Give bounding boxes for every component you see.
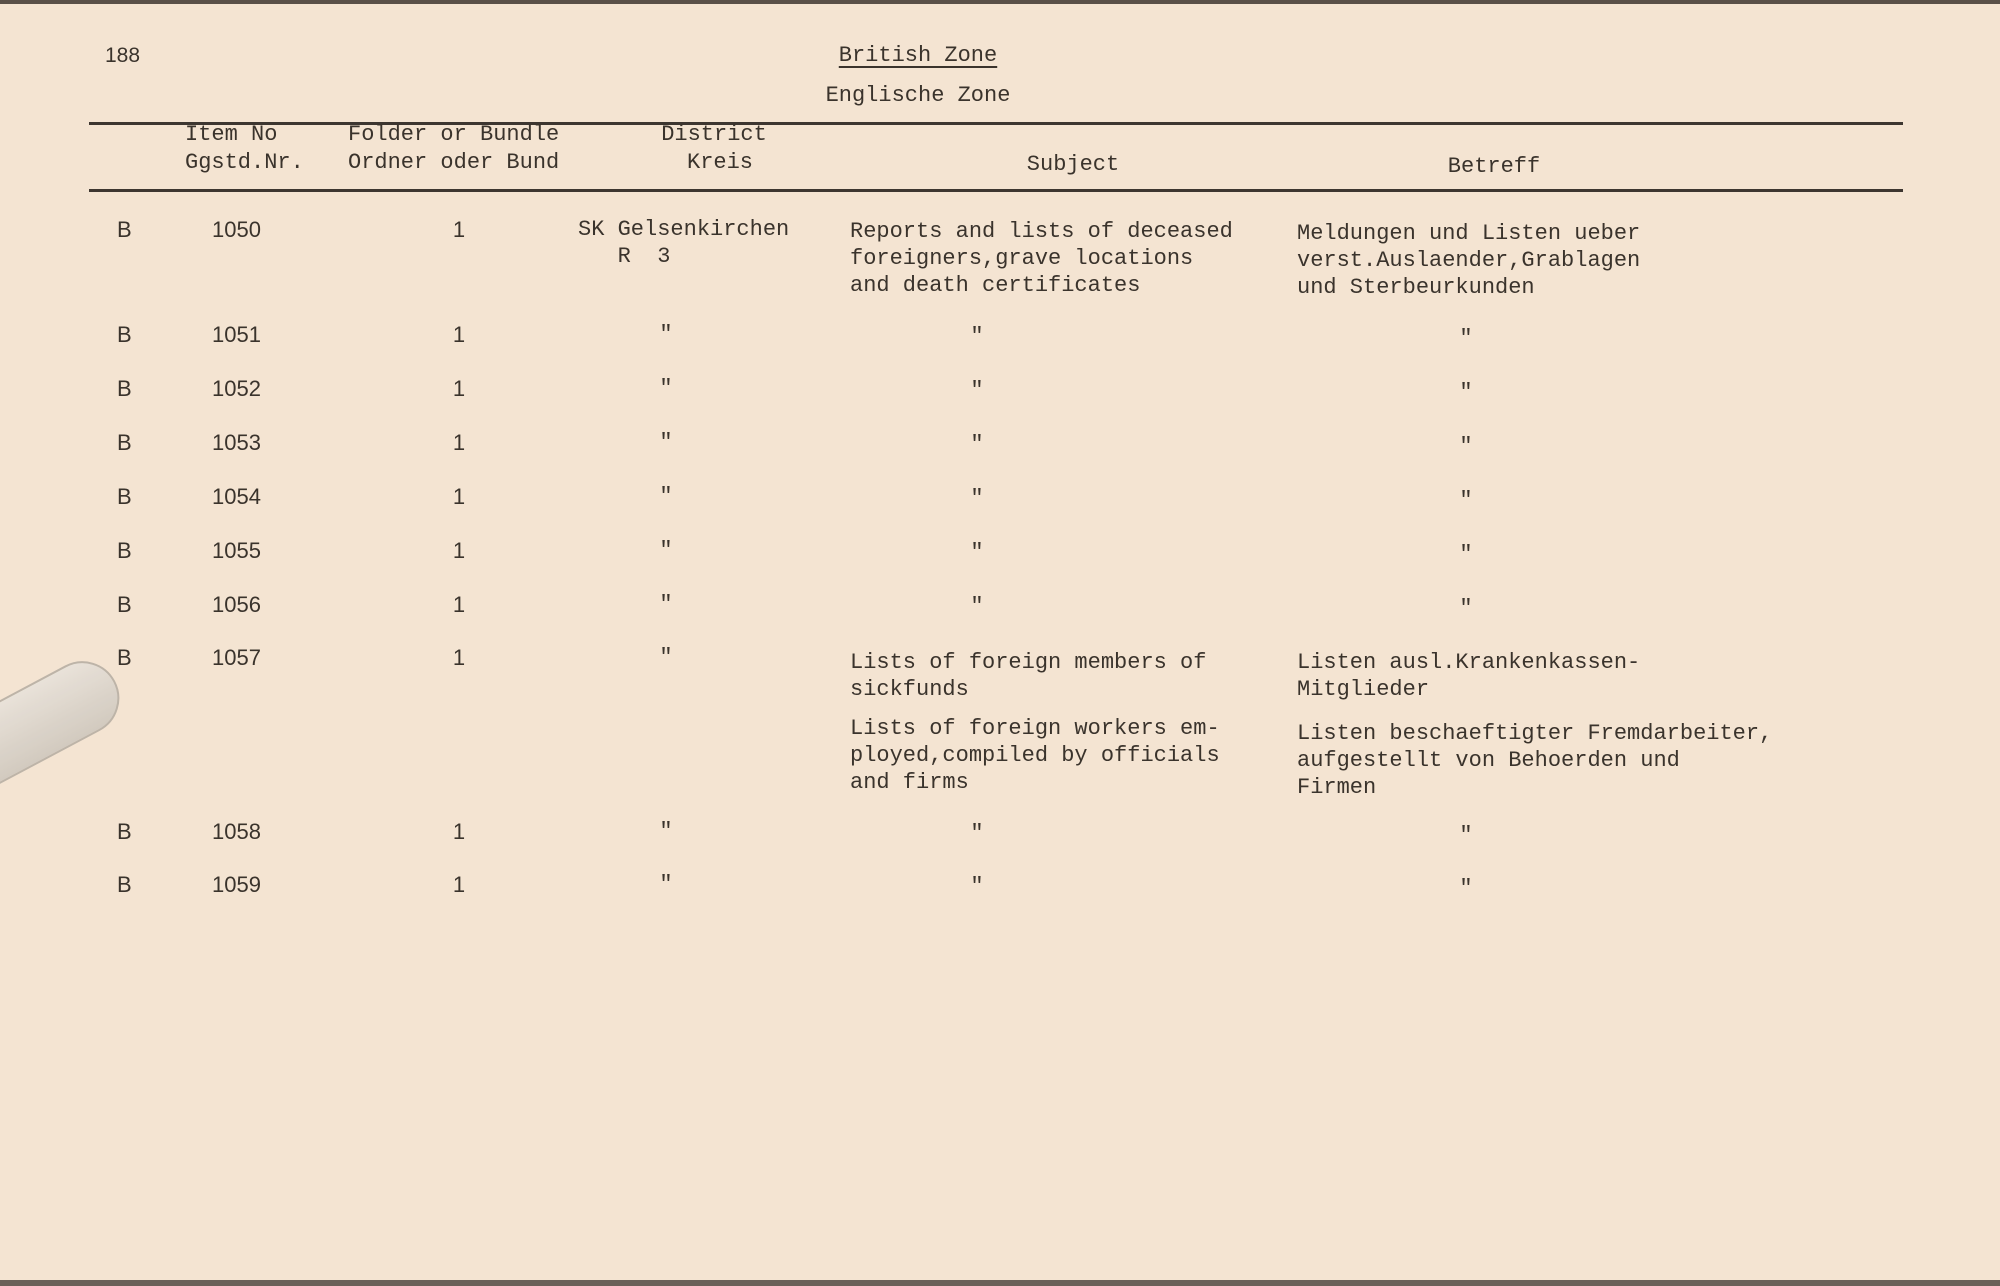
row-district: " [659,376,673,401]
page-subtitle: Englische Zone [825,83,1011,108]
row-folder: 1 [452,538,466,563]
row-subject: " [970,432,984,457]
row-folder: 1 [452,217,466,242]
scan-bottom-edge [0,1280,2000,1286]
row-folder: 1 [452,322,466,347]
row-folder: 1 [452,872,466,897]
row-subject: " [970,378,984,403]
row-betreff: " [1459,380,1473,405]
page-number: 188 [105,44,141,67]
row-subject2: Lists of foreign workers em- ployed,compiled by officials and firms [850,716,1220,795]
row-zone: B [117,376,132,401]
row-item: 1050 [212,217,261,242]
row-betreff: " [1459,823,1473,848]
row-betreff2: Listen beschaeftigter Fremdarbeiter, aufgestellt von Behoerden und Firmen [1297,721,1773,800]
row-zone: B [117,484,132,509]
row-zone: B [117,430,132,455]
row-item: 1053 [212,430,261,455]
row-district: " [659,430,673,455]
row-item: 1051 [212,322,261,347]
row-zone: B [117,819,132,844]
row-zone: B [117,322,132,347]
row-betreff: " [1459,596,1473,621]
row-item: 1054 [212,484,261,509]
row-folder: 1 [452,430,466,455]
row-district: " [659,872,673,897]
row-item: 1055 [212,538,261,563]
row-district: " [659,819,673,844]
row-district: " [659,484,673,509]
row-betreff: " [1459,434,1473,459]
row-betreff: " [1459,542,1473,567]
page-title: British Zone [838,43,998,68]
header-folder-de: Ordner oder Bund [348,150,560,175]
row-district: " [659,592,673,617]
row-district: " [659,322,673,347]
row-zone: B [117,872,132,897]
row-folder: 1 [452,645,466,670]
row-subject: " [970,486,984,511]
row-zone: B [117,217,132,242]
row-item: 1059 [212,872,261,897]
row-subject: " [970,540,984,565]
row-folder: 1 [452,819,466,844]
header-district-de: Kreis [686,150,754,175]
row-item: 1056 [212,592,261,617]
row-subject: " [970,324,984,349]
row-folder: 1 [452,484,466,509]
row-betreff: " [1459,876,1473,901]
row-subject: Reports and lists of deceased foreigners,grave locations and death certificates [850,219,1233,298]
row-item: 1052 [212,376,261,401]
row-subject: " [970,874,984,899]
row-district: " [659,645,673,670]
row-betreff: " [1459,488,1473,513]
row-subject: Lists of foreign members of sickfunds [850,650,1207,702]
row-item: 1058 [212,819,261,844]
header-folder-en: Folder or Bundle [348,122,560,147]
row-zone: B [117,592,132,617]
row-subject: " [970,594,984,619]
header-subject: Subject [1026,152,1120,177]
header-item-no-en: Item No [185,122,278,147]
header-item-no-de: Ggstd.Nr. [185,150,304,175]
row-folder: 1 [452,376,466,401]
row-subject: " [970,821,984,846]
row-district: " [659,538,673,563]
row-district: SK Gelsenkirchen R 3 [578,217,790,269]
scan-top-edge [0,0,2000,4]
header-betreff: Betreff [1447,154,1541,179]
paper-clip [0,648,132,786]
row-betreff: Meldungen und Listen ueber verst.Auslaender,Grablagen und Sterbeurkunden [1297,221,1641,300]
header-bottom-rule [89,189,1903,192]
row-folder: 1 [452,592,466,617]
row-zone: B [117,538,132,563]
row-betreff: " [1459,326,1473,351]
row-betreff: Listen ausl.Krankenkassen- Mitglieder [1297,650,1641,702]
row-zone: B [117,645,132,670]
header-district-en: District [661,122,767,147]
row-item: 1057 [212,645,261,670]
